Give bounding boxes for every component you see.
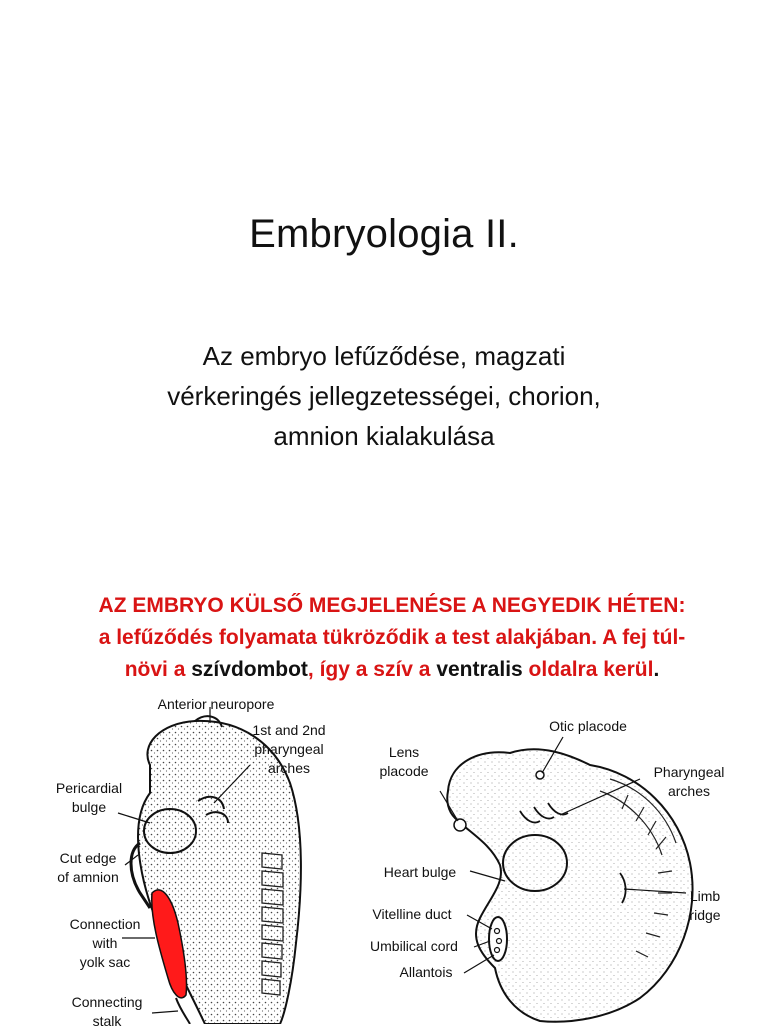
label-line: ridge xyxy=(689,907,721,923)
label-line: of amnion xyxy=(57,869,119,885)
label-anterior-neuropore: Anterior neuropore xyxy=(157,696,275,712)
slide-title: Embryologia II. xyxy=(249,212,519,256)
subtitle-line: amnion kialakulása xyxy=(273,421,495,451)
subtitle-line: Az embryo lefűződése, magzati xyxy=(202,341,566,371)
label-line: Pharyngeal xyxy=(653,764,725,780)
label-vitelline-duct: Vitelline duct xyxy=(372,906,452,922)
subtitle-line: vérkeringés jellegzetességei, chorion, xyxy=(167,381,601,411)
label-pharyngeal-arches-right xyxy=(634,763,744,801)
caption-emphasis: . xyxy=(653,658,660,681)
caption-line: AZ EMBRYO KÜLSŐ MEGJELENÉSE A NEGYEDIK HÉTEN: xyxy=(98,594,686,617)
label-line: arches xyxy=(267,760,311,776)
caption-line: a lefűződés folyamata tükröződik a test alakjában. A fej túl- xyxy=(98,626,686,649)
figure-caption xyxy=(22,590,762,686)
label-otic-placode: Otic placode xyxy=(549,718,627,734)
pericardial-bulge xyxy=(144,809,196,853)
slide-subtitle xyxy=(84,336,684,456)
label-allantois: Allantois xyxy=(399,964,453,980)
label-line: Connection xyxy=(69,916,141,932)
label-heart-bulge: Heart bulge xyxy=(383,864,457,880)
label-lens-placode xyxy=(366,743,442,781)
caption-text: oldalra kerül xyxy=(522,658,654,681)
label-pharyngeal-arches xyxy=(234,721,344,778)
label-line: Connecting xyxy=(71,994,143,1010)
label-pericardial-bulge xyxy=(34,779,144,817)
label-line: Cut edge xyxy=(59,850,117,866)
caption-line xyxy=(22,654,762,686)
label-line: 1st and 2nd xyxy=(252,722,326,738)
embryo-figure xyxy=(0,683,768,1029)
heart-bulge xyxy=(503,835,567,891)
label-limb-ridge xyxy=(680,887,730,925)
caption-text: növi a xyxy=(124,658,192,681)
label-line: pharyngeal xyxy=(254,741,324,757)
label-line: placode xyxy=(379,763,429,779)
label-line: Lens xyxy=(388,744,420,760)
label-line: yolk sac xyxy=(79,954,131,970)
label-cut-edge-of-amnion xyxy=(36,849,140,887)
caption-emphasis: szívdombot xyxy=(191,658,308,681)
lens-placode xyxy=(454,819,466,831)
label-line: with xyxy=(92,935,118,951)
caption-text: , így a szív a xyxy=(307,658,437,681)
label-connecting-stalk xyxy=(52,993,162,1031)
label-line: bulge xyxy=(71,799,107,815)
label-line: Limb xyxy=(689,888,721,904)
label-line: arches xyxy=(667,783,711,799)
label-line: stalk xyxy=(92,1013,122,1029)
label-umbilical-cord: Umbilical cord xyxy=(370,938,458,954)
label-connection-with-yolk-sac xyxy=(50,915,160,972)
caption-emphasis: ventralis xyxy=(436,658,523,681)
label-line: Pericardial xyxy=(55,780,123,796)
